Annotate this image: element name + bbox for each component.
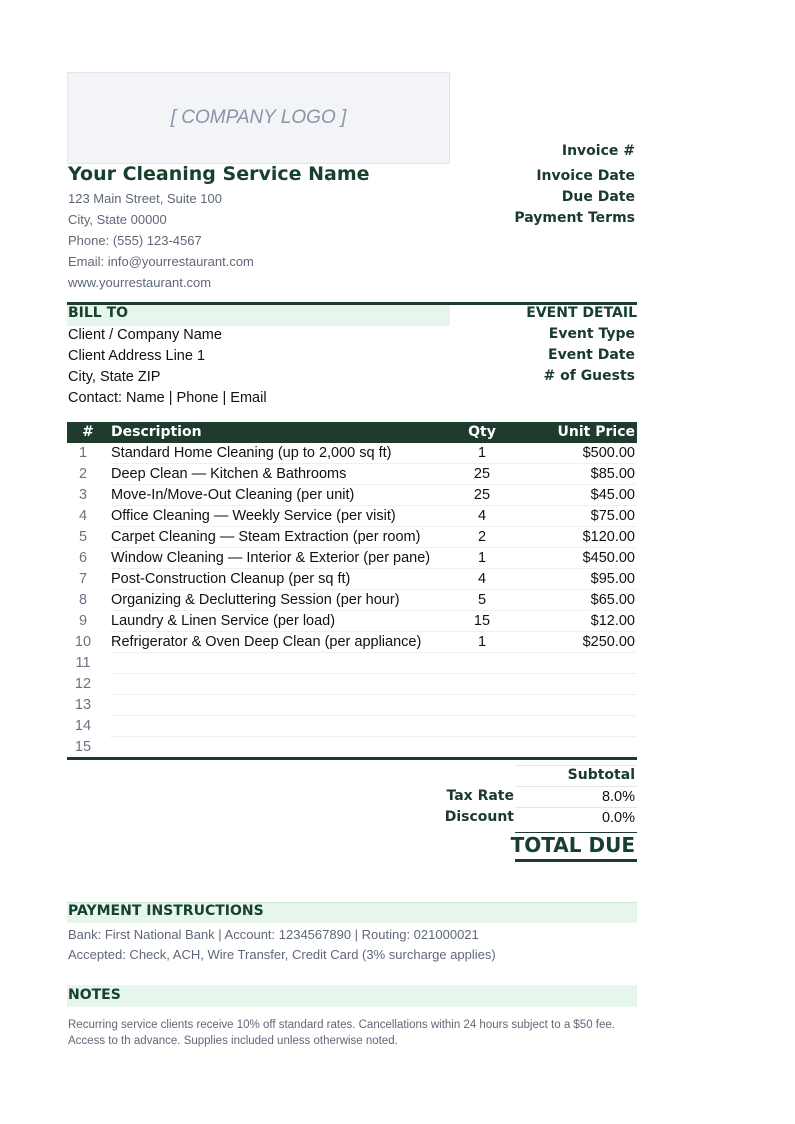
company-website: www.yourrestaurant.com (68, 275, 212, 290)
row-qty: 15 (473, 613, 491, 629)
row-number: 13 (74, 697, 92, 713)
column-header-qty: Qty (468, 424, 496, 440)
row-description: Office Cleaning — Weekly Service (per visit) (111, 508, 396, 524)
row-unit-price: $450.00 (582, 550, 635, 566)
bill-to-heading: BILL TO (68, 305, 129, 321)
table-row (67, 653, 637, 674)
items-table-body (67, 443, 637, 758)
company-address: 123 Main Street, Suite 100 (68, 191, 222, 206)
table-row (67, 590, 637, 611)
row-unit-price: $85.00 (590, 466, 635, 482)
items-table-bottom-rule (67, 757, 637, 760)
invoice-date-label: Invoice Date (536, 168, 635, 184)
row-qty: 4 (477, 571, 487, 587)
items-table-header (67, 422, 637, 443)
row-number: 1 (78, 445, 88, 461)
event-date-label: Event Date (548, 347, 635, 363)
row-description: Laundry & Linen Service (per load) (111, 613, 336, 629)
row-number: 9 (78, 613, 88, 629)
company-email: Email: info@yourrestaurant.com (68, 254, 254, 269)
table-row (67, 737, 637, 758)
row-qty: 2 (477, 529, 487, 545)
row-number: 3 (78, 487, 88, 503)
row-unit-price: $250.00 (582, 634, 635, 650)
bill-to-contact: Contact: Name | Phone | Email (68, 390, 267, 406)
column-header-unit-price: Unit Price (557, 424, 635, 440)
bill-to-city: City, State ZIP (68, 369, 161, 385)
table-row (67, 485, 637, 506)
company-phone: Phone: (555) 123-4567 (68, 233, 202, 248)
table-row (67, 527, 637, 548)
payment-terms-label: Payment Terms (514, 210, 635, 226)
row-number: 12 (74, 676, 92, 692)
row-qty: 1 (477, 445, 487, 461)
discount-value: 0.0% (601, 810, 635, 826)
row-description: Refrigerator & Oven Deep Clean (per appliance) (111, 634, 422, 650)
row-unit-price: $500.00 (582, 445, 635, 461)
company-name: Your Cleaning Service Name (68, 163, 370, 185)
row-unit-price: $65.00 (590, 592, 635, 608)
table-row (67, 506, 637, 527)
event-detail-heading: EVENT DETAIL (526, 305, 637, 321)
row-number: 15 (74, 739, 92, 755)
row-qty: 25 (473, 466, 491, 482)
company-logo-placeholder (67, 72, 450, 164)
subtotal-label: Subtotal (567, 767, 635, 783)
table-row (67, 611, 637, 632)
guests-label: # of Guests (543, 368, 635, 384)
tax-rate-value: 8.0% (601, 789, 635, 805)
row-unit-price: $12.00 (590, 613, 635, 629)
due-date-label: Due Date (561, 189, 635, 205)
row-description: Window Cleaning — Interior & Exterior (per pane) (111, 550, 431, 566)
table-row (67, 632, 637, 653)
tax-rate-rule (515, 807, 637, 808)
notes-text: Recurring service clients receive 10% off standard rates. Cancellations within 24 hours subject to a $50 fee. Access to th advance. Supplies included unless otherwise noted. (68, 1019, 615, 1047)
row-qty: 5 (477, 592, 487, 608)
row-description: Standard Home Cleaning (up to 2,000 sq ft) (111, 445, 392, 461)
logo-placeholder-text: [ COMPANY LOGO ] (170, 107, 347, 128)
row-qty: 1 (477, 634, 487, 650)
row-number: 6 (78, 550, 88, 566)
row-description: Deep Clean — Kitchen & Bathrooms (111, 466, 347, 482)
payment-accepted-line: Accepted: Check, ACH, Wire Transfer, Credit Card (3% surcharge applies) (68, 947, 496, 962)
table-row (67, 443, 637, 464)
row-number: 4 (78, 508, 88, 524)
row-number: 5 (78, 529, 88, 545)
table-row (67, 548, 637, 569)
tax-rate-label: Tax Rate (446, 788, 514, 804)
row-unit-price: $75.00 (590, 508, 635, 524)
row-unit-price: $95.00 (590, 571, 635, 587)
payment-instructions-heading: PAYMENT INSTRUCTIONS (68, 903, 264, 919)
notes-header-background (67, 985, 637, 1007)
row-description: Organizing & Decluttering Session (per hour) (111, 592, 400, 608)
row-number: 7 (78, 571, 88, 587)
event-type-label: Event Type (548, 326, 635, 342)
row-description: Move-In/Move-Out Cleaning (per unit) (111, 487, 355, 503)
row-number: 11 (75, 655, 91, 671)
column-header-number: # (82, 424, 94, 440)
row-unit-price: $120.00 (582, 529, 635, 545)
row-number: 10 (74, 634, 92, 650)
table-row (67, 464, 637, 485)
bill-to-client-name: Client / Company Name (68, 327, 222, 343)
row-number: 8 (78, 592, 88, 608)
subtotal-top-rule (515, 765, 637, 766)
column-header-description: Description (111, 424, 202, 440)
table-row (67, 716, 637, 737)
notes-heading: NOTES (68, 987, 121, 1003)
table-row (67, 674, 637, 695)
table-row (67, 695, 637, 716)
total-due-label: TOTAL DUE (510, 833, 635, 857)
row-qty: 4 (477, 508, 487, 524)
row-qty: 1 (477, 550, 487, 566)
total-due-bottom-rule (515, 859, 637, 862)
row-description: Post-Construction Cleanup (per sq ft) (111, 571, 351, 587)
row-number: 14 (74, 718, 92, 734)
bill-to-address: Client Address Line 1 (68, 348, 206, 364)
row-qty: 25 (473, 487, 491, 503)
subtotal-bottom-rule (515, 786, 637, 787)
company-city: City, State 00000 (68, 212, 167, 227)
table-row (67, 569, 637, 590)
payment-bank-line: Bank: First National Bank | Account: 1234567890 | Routing: 021000021 (68, 927, 479, 942)
discount-label: Discount (444, 809, 514, 825)
row-unit-price: $45.00 (590, 487, 635, 503)
row-number: 2 (78, 466, 88, 482)
row-description: Carpet Cleaning — Steam Extraction (per room) (111, 529, 421, 545)
invoice-number-label: Invoice # (561, 143, 635, 159)
